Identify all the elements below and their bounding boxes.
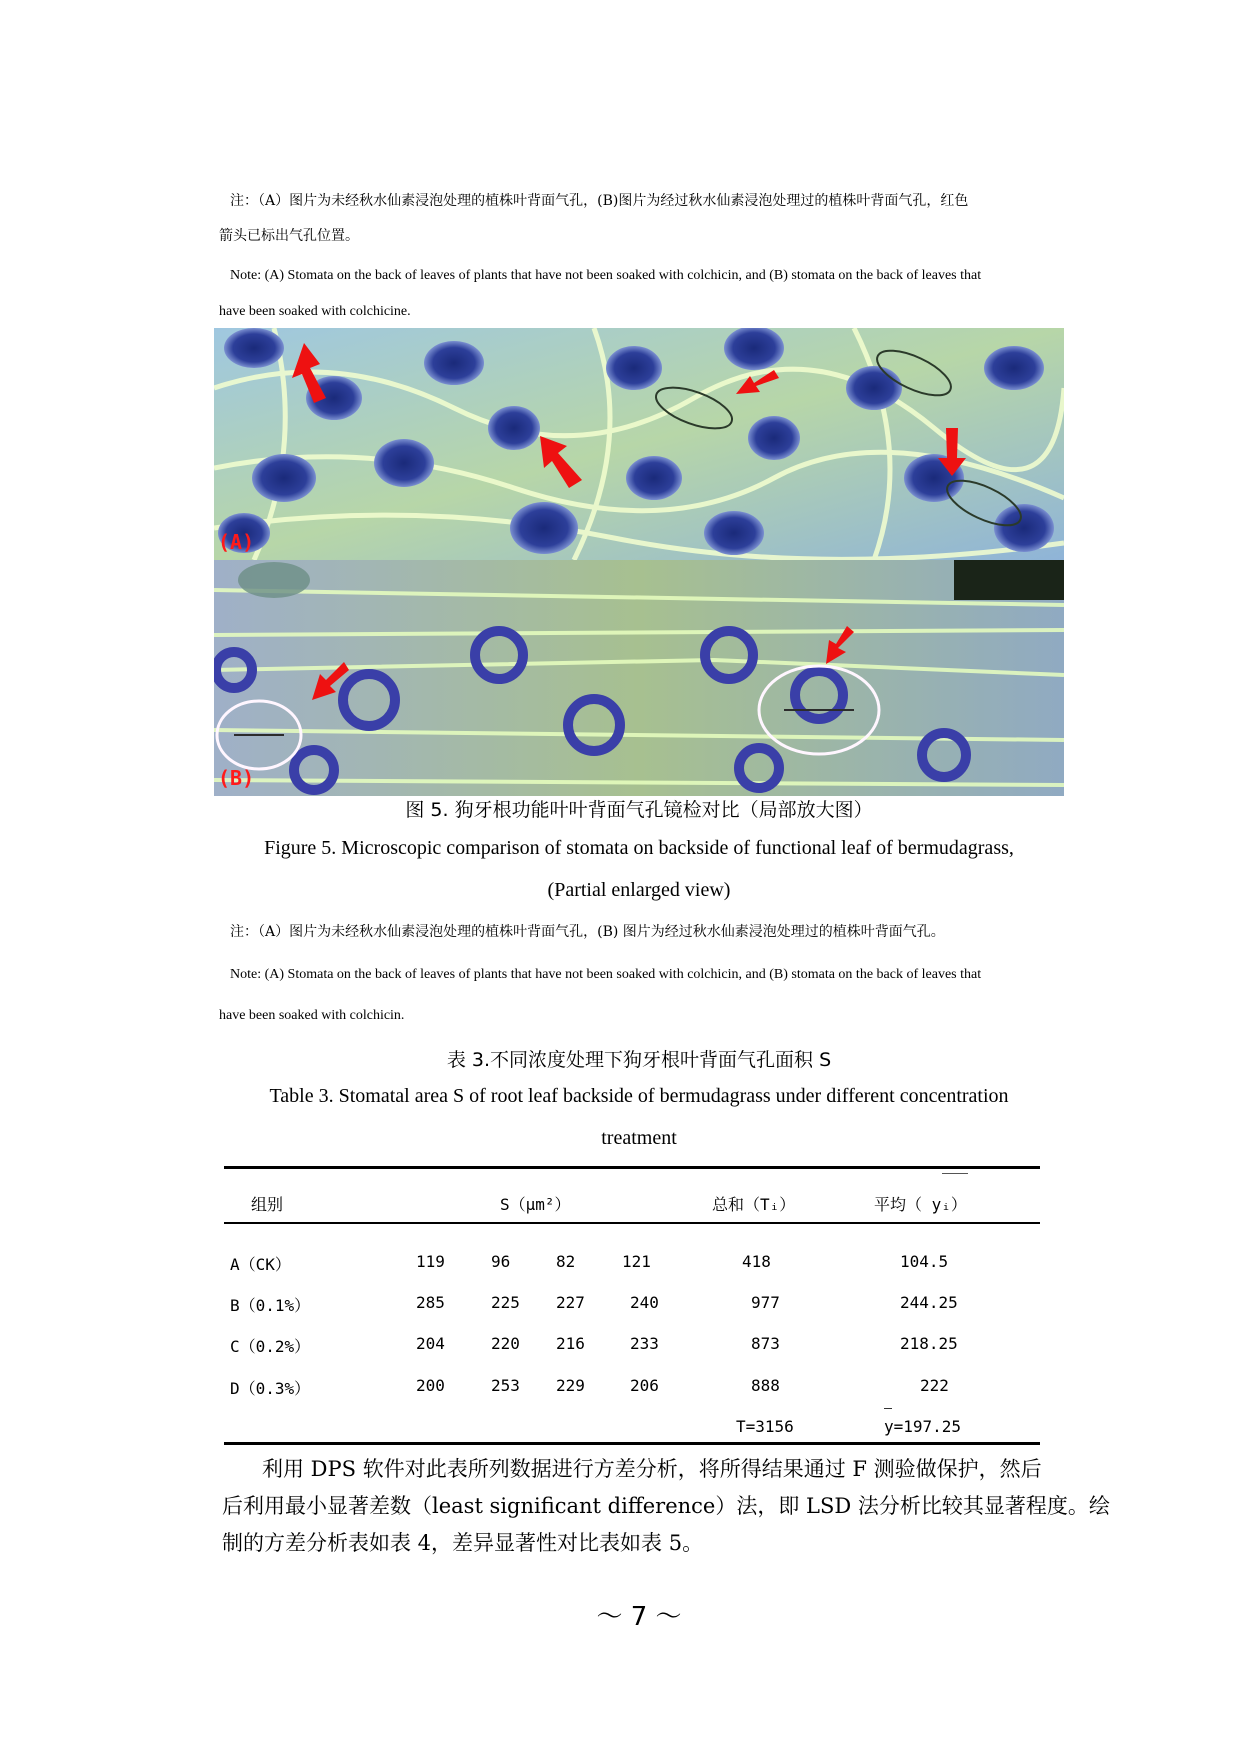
table-cell: 96 bbox=[491, 1252, 511, 1271]
header-mean: 平均（ yᵢ） bbox=[874, 1195, 967, 1214]
table-cell: 204 bbox=[416, 1334, 445, 1353]
figure-caption-en-line1: Figure 5. Microscopic comparison of stomata on backside of functional leaf of bermudagrass, bbox=[264, 837, 1014, 859]
table-cell: 222 bbox=[920, 1376, 949, 1395]
table-cell: 233 bbox=[630, 1334, 659, 1353]
table-row-c-group: C（0.2%） bbox=[230, 1337, 311, 1356]
table-cell: 229 bbox=[556, 1376, 585, 1395]
table-cell: 227 bbox=[556, 1293, 585, 1312]
table-cell: 253 bbox=[491, 1376, 520, 1395]
table-cell: 285 bbox=[416, 1293, 445, 1312]
note1-cn-line2: 箭头已标出气孔位置。 bbox=[219, 228, 359, 244]
table-title-en-line1: Table 3. Stomatal area S of root leaf backside of bermudagrass under different concentration bbox=[269, 1085, 1009, 1107]
note1-en-line2: have been soaked with colchicine. bbox=[219, 304, 411, 319]
ybar-mark bbox=[884, 1408, 892, 1409]
figure-caption-en-line2: (Partial enlarged view) bbox=[547, 879, 731, 901]
table-cell: 888 bbox=[751, 1376, 780, 1395]
panel-b-label: (B) bbox=[218, 766, 255, 790]
mean-overbar bbox=[942, 1173, 968, 1174]
header-group: 组别 bbox=[251, 1195, 284, 1214]
table-footer-total: T=3156 bbox=[736, 1417, 794, 1436]
table-cell: 216 bbox=[556, 1334, 585, 1353]
note1-cn-line1: 注：（A）图片为未经秋水仙素浸泡处理的植株叶背面气孔，(B)图片为经过秋水仙素浸泡处理过的植株叶背面气孔，红色 bbox=[230, 193, 969, 209]
stomata-image-a bbox=[214, 328, 1064, 560]
table-header-rule bbox=[224, 1222, 1040, 1224]
table-top-rule bbox=[224, 1166, 1040, 1169]
table-cell: 82 bbox=[556, 1252, 576, 1271]
table-cell: 977 bbox=[751, 1293, 780, 1312]
note2-en-line2: have been soaked with colchicin. bbox=[219, 1008, 405, 1023]
table-title-cn: 表 3.不同浓度处理下狗牙根叶背面气孔面积 S bbox=[446, 1049, 832, 1071]
body-line1: 利用 DPS 软件对此表所列数据进行方差分析，将所得结果通过 F 测验做保护，然后 bbox=[262, 1457, 1042, 1481]
table-cell: 200 bbox=[416, 1376, 445, 1395]
table-bottom-rule bbox=[224, 1442, 1040, 1445]
table-cell: 104.5 bbox=[900, 1252, 949, 1271]
table-cell: 225 bbox=[491, 1293, 520, 1312]
body-line3: 制的方差分析表如表 4，差异显著性对比表如表 5。 bbox=[222, 1531, 704, 1555]
table-cell: 244.25 bbox=[900, 1293, 958, 1312]
table-cell: 220 bbox=[491, 1334, 520, 1353]
table-title-en-line2: treatment bbox=[601, 1127, 677, 1149]
header-total: 总和（Tᵢ） bbox=[712, 1195, 796, 1214]
table-cell: 119 bbox=[416, 1252, 445, 1271]
body-line2: 后利用最小显著差数（least significant difference）法，即 LSD 法分析比较其显著程度。绘 bbox=[222, 1494, 1110, 1518]
table-cell: 873 bbox=[751, 1334, 780, 1353]
header-s: S（μm²） bbox=[500, 1195, 571, 1214]
note2-en-line1: Note: (A) Stomata on the back of leaves of plants that have not been soaked with colchicin, and (B) stomata on the back of leaves that bbox=[230, 967, 982, 982]
table-row-b-group: B（0.1%） bbox=[230, 1296, 311, 1315]
figure-caption-cn: 图 5. 狗牙根功能叶叶背面气孔镜检对比（局部放大图） bbox=[405, 799, 873, 821]
note1-en-line1: Note: (A) Stomata on the back of leaves of plants that have not been soaked with colchicin, and (B) stomata on the back of leaves that bbox=[230, 268, 982, 283]
micrograph-panel-b bbox=[214, 560, 1064, 796]
note2-cn: 注：（A）图片为未经秋水仙素浸泡处理的植株叶背面气孔，(B) 图片为经过秋水仙素浸泡处理过的植株叶背面气孔。 bbox=[230, 924, 945, 940]
micrograph-panel-a bbox=[214, 328, 1064, 560]
table-row-d-group: D（0.3%） bbox=[230, 1379, 311, 1398]
stomata-image-b bbox=[214, 560, 1064, 796]
table-cell: 418 bbox=[742, 1252, 771, 1271]
table-row-a-group: A（CK） bbox=[230, 1255, 291, 1274]
table-cell: 218.25 bbox=[900, 1334, 958, 1353]
table-cell: 121 bbox=[622, 1252, 651, 1271]
page-number: ～ 7 ～ bbox=[596, 1602, 682, 1632]
panel-a-label: (A) bbox=[218, 530, 255, 554]
table-cell: 206 bbox=[630, 1376, 659, 1395]
table-footer-mean: y=197.25 bbox=[884, 1417, 962, 1436]
table-cell: 240 bbox=[630, 1293, 659, 1312]
